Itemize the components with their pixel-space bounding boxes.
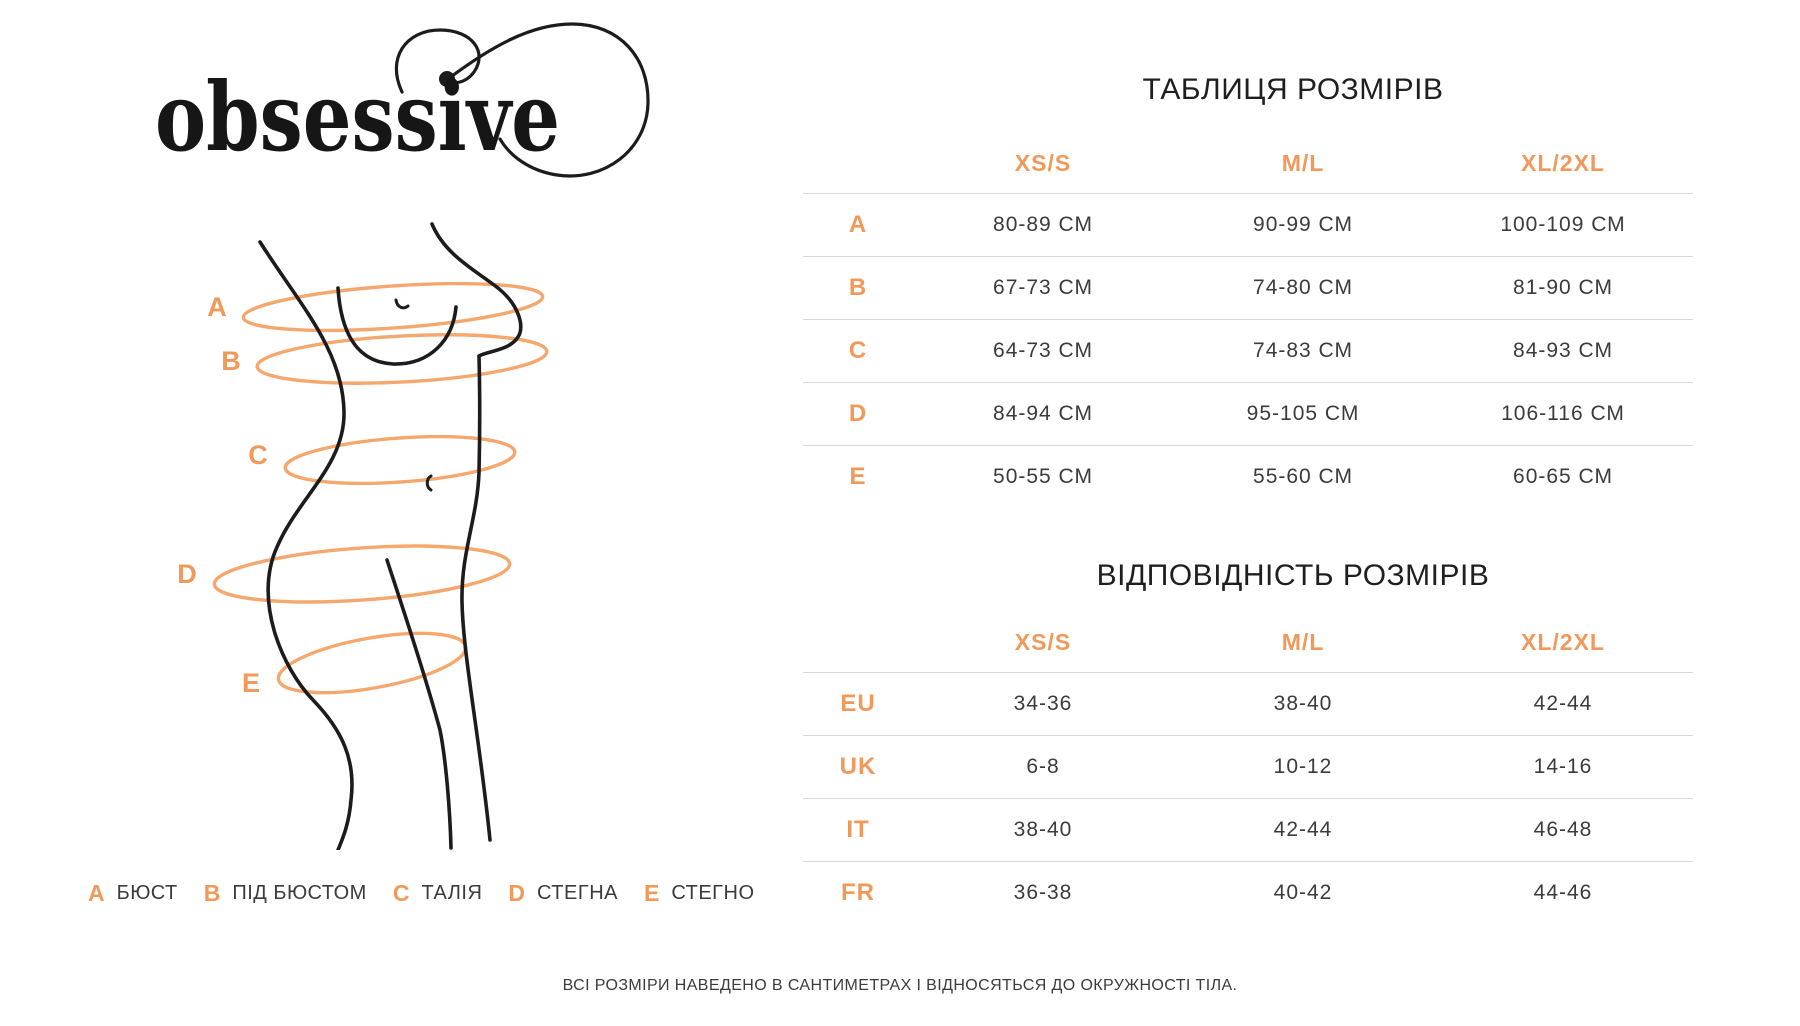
inner-thigh-line: [387, 560, 451, 848]
front-contour-line: [432, 224, 521, 840]
cell-value: 84-94 СМ: [993, 402, 1093, 425]
measurement-legend: [88, 878, 755, 908]
figure-label-a: A: [207, 292, 227, 322]
navel-mark: [427, 476, 431, 490]
cell-value: 100-109 СМ: [1500, 213, 1626, 236]
column-header-xs-s: XS/S: [1014, 628, 1072, 655]
cell-value: 40-42: [1273, 881, 1333, 904]
legend-letter: B: [203, 879, 221, 906]
cell-value: 80-89 СМ: [993, 213, 1093, 236]
row-label-uk: UK: [839, 753, 877, 780]
cell-value: 46-48: [1533, 818, 1593, 841]
legend-item-hips: [508, 880, 618, 907]
cell-value: 95-105 СМ: [1246, 402, 1360, 425]
legend-letter: A: [88, 879, 105, 906]
row-label: D: [848, 400, 868, 427]
cell-value: 81-90 СМ: [1513, 276, 1613, 299]
underbust-ellipse: [256, 328, 548, 389]
cell-value: 38-40: [1013, 818, 1073, 841]
legend-item-underbust: [204, 880, 367, 907]
cell-value: 74-83 СМ: [1253, 339, 1353, 362]
cell-value: 50-55 СМ: [993, 465, 1093, 488]
cell-value: 34-36: [1013, 692, 1073, 715]
cell-value: 55-60 СМ: [1253, 465, 1353, 488]
legend-label: БЮСТ: [116, 881, 178, 904]
size-table-header: [803, 133, 1693, 194]
table-row: [803, 319, 1693, 382]
cell-value: 14-16: [1533, 755, 1593, 778]
column-header-xl-2xl: XL/2XL: [1521, 149, 1605, 176]
row-label: B: [848, 274, 868, 301]
table-row: [803, 194, 1693, 256]
figure-label-d: D: [177, 559, 197, 589]
column-header-xs-s: XS/S: [1014, 149, 1072, 176]
conversion-table-title: ВІДПОВІДНІСТЬ РОЗМІРІВ: [1096, 559, 1490, 592]
cell-value: 74-80 СМ: [1253, 276, 1353, 299]
brand-logo: [100, 8, 650, 198]
cell-value: 64-73 СМ: [993, 339, 1093, 362]
table-row: [803, 445, 1693, 508]
legend-letter: D: [508, 879, 526, 906]
conversion-table: [803, 612, 1693, 924]
cell-value: 67-73 СМ: [993, 276, 1093, 299]
measurement-ellipses: [213, 276, 548, 705]
figure-label-b: B: [221, 346, 241, 376]
footnote: ВСІ РОЗМІРИ НАВЕДЕНО В САНТИМЕТРАХ І ВІДНОСЯТЬСЯ ДО ОКРУЖНОСТІ ТІЛА.: [562, 977, 1238, 994]
size-table-title: ТАБЛИЦЯ РОЗМІРІВ: [1142, 73, 1444, 106]
table-row: [803, 382, 1693, 445]
figure-label-e: E: [241, 668, 261, 698]
table-row: [803, 735, 1693, 798]
legend-item-thigh: [644, 880, 755, 907]
legend-label: СТЕГНО: [671, 881, 755, 904]
column-header-m-l: M/L: [1281, 628, 1325, 655]
cell-value: 106-116 СМ: [1501, 402, 1625, 425]
legend-letter: E: [643, 879, 660, 906]
cell-value: 90-99 СМ: [1253, 213, 1353, 236]
figure-label-c: C: [248, 440, 268, 470]
legend-label: ТАЛІЯ: [421, 881, 483, 904]
body-measurement-figure: [150, 200, 600, 850]
cell-value: 84-93 СМ: [1513, 339, 1613, 362]
conversion-table-header: [803, 612, 1693, 673]
cell-value: 36-38: [1013, 881, 1073, 904]
legend-item-waist: [393, 880, 483, 907]
table-row: [803, 798, 1693, 861]
legend-item-bust: [88, 880, 178, 907]
row-label: A: [848, 211, 868, 238]
cell-value: 42-44: [1533, 692, 1593, 715]
row-label-fr: FR: [841, 879, 875, 906]
cell-value: 38-40: [1273, 692, 1333, 715]
figure-labels: [177, 292, 268, 698]
size-table: [803, 133, 1693, 508]
row-label-it: IT: [846, 816, 870, 843]
legend-letter: C: [392, 879, 410, 906]
table-row: [803, 673, 1693, 735]
table-row: [803, 256, 1693, 319]
cell-value: 42-44: [1273, 818, 1333, 841]
row-label: E: [849, 463, 867, 490]
row-label-eu: EU: [840, 690, 876, 717]
table-row: [803, 861, 1693, 924]
nipple-mark: [396, 300, 408, 308]
column-header-m-l: M/L: [1281, 149, 1325, 176]
column-header-xl-2xl: XL/2XL: [1521, 628, 1605, 655]
cell-value: 10-12: [1273, 755, 1333, 778]
back-contour-line: [260, 242, 352, 850]
brand-logo-text: obsessive: [155, 62, 560, 173]
cell-value: 44-46: [1533, 881, 1593, 904]
cell-value: 60-65 СМ: [1513, 465, 1613, 488]
row-label: C: [848, 337, 868, 364]
legend-label: СТЕГНА: [537, 881, 618, 904]
cell-value: 6-8: [1026, 755, 1060, 778]
legend-label: ПІД БЮСТОМ: [232, 881, 367, 904]
